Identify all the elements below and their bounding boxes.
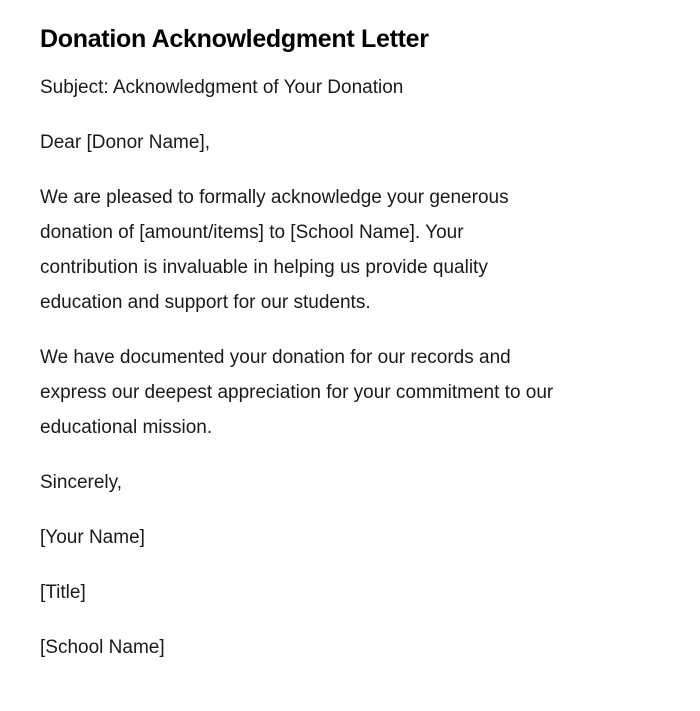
signature-title: [Title]	[40, 582, 86, 603]
text-line: We have documented your donation for our records and	[40, 347, 511, 368]
subject-line: Subject: Acknowledgment of Your Donation	[40, 77, 404, 98]
page-title: Donation Acknowledgment Letter	[40, 25, 429, 53]
body-paragraph-1	[40, 180, 660, 320]
closing: Sincerely,	[40, 472, 123, 493]
text-line: education and support for our students.	[40, 292, 371, 313]
text-line: contribution is invaluable in helping us provide quality	[40, 257, 488, 278]
text-line: We are pleased to formally acknowledge your generous	[40, 187, 509, 208]
signature-school-name: [School Name]	[40, 637, 165, 658]
salutation: Dear [Donor Name],	[40, 132, 211, 153]
signature-your-name: [Your Name]	[40, 527, 145, 548]
text-line: donation of [amount/items] to [School Name]. Your	[40, 222, 464, 243]
text-line: express our deepest appreciation for your commitment to our	[40, 382, 554, 403]
text-line: educational mission.	[40, 417, 213, 438]
body-paragraph-2	[40, 340, 660, 445]
